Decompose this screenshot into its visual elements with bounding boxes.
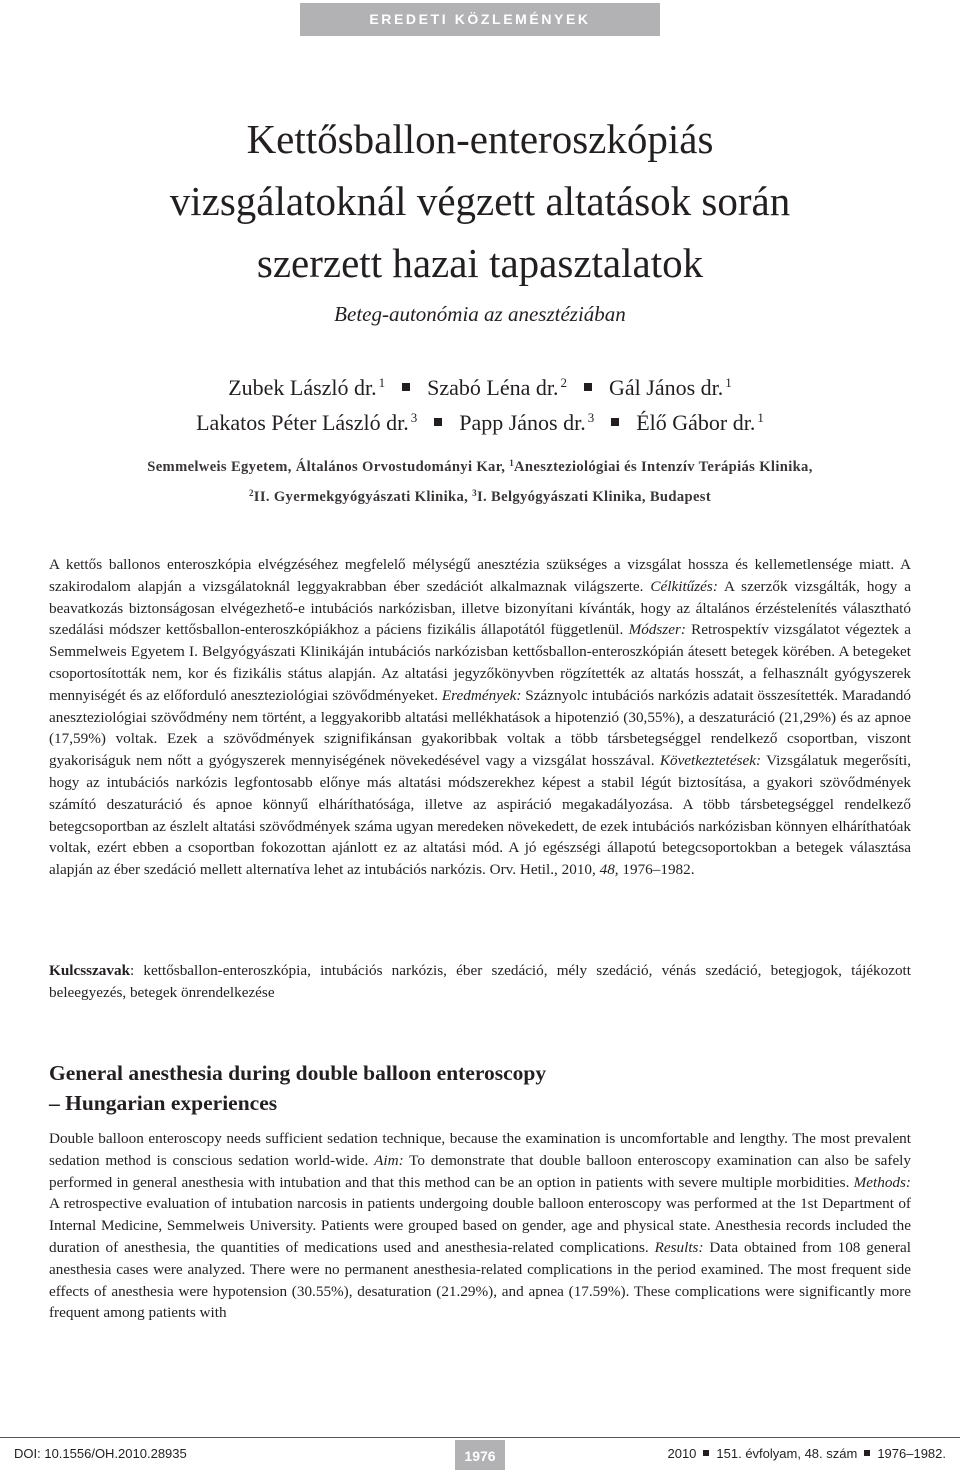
- section-label: EREDETI KÖZLEMÉNYEK: [300, 3, 660, 36]
- abstract-text: A szerzők vizsgálták, hogy a beavatkozás biztonságosan elvégezhető-e intubációs narkózisban, illetve bizonyítani kívánták, hogy az általános érzéstelenítés választható szedálási módszer kettősballon-enteroszkópiákhoz a páciens fizikális állapotától függetlenül.: [49, 577, 912, 639]
- author-affil: 1: [757, 410, 764, 425]
- affiliation-text: I. Belgyógyászati Klinika, Budapest: [477, 489, 712, 505]
- english-title-line-2: – Hungarian experiences: [49, 1091, 278, 1115]
- abstract-heading: Aim:: [374, 1151, 404, 1169]
- abstract-text: A kettős ballonos enteroszkópia elvégzéséhez megfelelő mélységű anesztézia szükséges a vizsgálat hossza és kellemetlensége miatt. A szakirodalom alapján a vizsgálatoknál leggyakrabban éber szedációt alkalmaznak világszerte.: [49, 556, 911, 595]
- footer-year: 2010: [667, 1446, 697, 1461]
- affiliation-marker: 1: [509, 458, 515, 468]
- abstract-text: Double balloon enteroscopy needs sufficient sedation technique, because the examination is uncomfortable and lengthy. The most prevalent sedation method is conscious sedation world-wide.: [49, 1130, 911, 1169]
- author-affil: 1: [378, 375, 386, 390]
- author-name: Zubek László dr.: [228, 375, 377, 400]
- abstract-text: Retrospektív vizsgálatot végeztek a Semmelweis Egyetem I. Belgyógyászati Klinikáján intubációs narkózisban kettősballon-enteroszkópián átesett betegek körében. A betegeket csoportosították nem, kor és fizikális státus alapján. Az altatási jegyzőkönyvben rögzítették az altatás hosszát, a felhasznált gyógyszerek mennyiségét és az előforduló aneszteziológiai szövődményeket.: [49, 621, 911, 704]
- abstract-heading: Methods:: [853, 1173, 911, 1191]
- citation-text: Orv. Hetil., 2010,: [489, 861, 600, 879]
- abstract-text: Vizsgálatuk megerősíti, hogy az intubációs narkózis legfontosabb előnye más altatási módszerekhez képest a stabil légút biztosítása, a gyakori szövődmények számító deszaturáció és apnoe könnyű elháríthatósága, illetve az aspiráció megakadályozása. A több társbetegséggel rendelkező betegcsoportban az észlelt altatási szövődmények száma ugyan meredeken növekedett, de ezek intubációs narkózisban könnyen elháríthatóak voltak, ezért ebben a csoportban fokozottan ajánlott ez az altatási mód. A jó egészségi állapotú betegcsoportokban a betegek választása alapján az éber szedáció mellett alternatíva lehet az intubációs narkózis.: [49, 752, 911, 879]
- citation-pages: 1976–1982.: [618, 861, 695, 879]
- author-affil: 2: [560, 375, 568, 390]
- separator-square-icon: [611, 418, 619, 426]
- author-name: Papp János dr.: [459, 410, 586, 435]
- abstract-text: Data obtained from 108 general anesthesia cases were analyzed. There were no permanent anesthesia-related complications in the period examined. The most frequent side effects of anesthesia were hypotension (30.55%), desaturation (21.29%), and apnea (17.59%). These complications were significantly more frequent among patients with: [49, 1238, 911, 1322]
- author-name: Gál János dr.: [609, 375, 724, 400]
- article-subtitle: Beteg-autonómia az anesztéziában: [334, 302, 626, 326]
- abstract-hungarian: [49, 554, 911, 881]
- author-affil: 3: [587, 410, 595, 425]
- footer-volume: 151. évfolyam, 48. szám: [716, 1446, 858, 1461]
- affiliation-marker: 2: [248, 488, 254, 498]
- affiliation-text: II. Gyermekgyógyászati Klinika,: [253, 489, 473, 505]
- separator-square-icon: [864, 1450, 870, 1456]
- author-row-1: [40, 368, 920, 403]
- title-line-2: vizsgálatoknál végzett altatások során: [169, 178, 791, 224]
- keywords-label: Kulcsszavak: [49, 962, 131, 979]
- abstract-text: To demonstrate that double balloon enteroscopy examination can also be safely performed in general anesthesia with intubation and that this method can be an option in patients with severe multiple morbidities.: [49, 1151, 911, 1191]
- affiliation-line-2: [40, 480, 920, 510]
- english-title-line-1: General anesthesia during double balloon enteroscopy: [49, 1061, 547, 1085]
- author-list: [40, 368, 920, 438]
- footer-divider: [0, 1437, 960, 1438]
- separator-square-icon: [434, 418, 442, 426]
- footer-journal-info: [667, 1446, 946, 1461]
- footer-doi: DOI: 10.1556/OH.2010.28935: [14, 1446, 187, 1461]
- affiliation-line-1: [40, 450, 920, 480]
- title-line-3: szerzett hazai tapasztalatok: [256, 240, 704, 286]
- author-name: Lakatos Péter László dr.: [196, 410, 409, 435]
- abstract-english: [49, 1128, 911, 1324]
- page-number: 1976: [455, 1440, 505, 1470]
- abstract-text: A retrospective evaluation of intubation narcosis in patients undergoing double balloon enteroscopy was performed at the 1st Department of Internal Medicine, Semmelweis University. Patients were grouped based on gender, age and physical state. Anesthesia records included the duration of anesthesia, the quantities of medications used and anesthesia-related complications.: [49, 1195, 911, 1256]
- author-name: Élő Gábor dr.: [636, 410, 756, 435]
- separator-square-icon: [584, 383, 592, 391]
- abstract-heading: Következtetések:: [659, 752, 762, 770]
- abstract-heading: Módszer:: [628, 621, 686, 639]
- abstract-heading: Eredmények:: [441, 686, 522, 704]
- keywords-text: : kettősballon-enteroszkópia, intubációs narkózis, éber szedáció, mély szedáció, vénás szedáció, betegjogok, tájékozott beleegyezés, betegek önrendelkezése: [49, 962, 911, 1001]
- keywords: [49, 960, 911, 1004]
- footer-pages: 1976–1982.: [877, 1446, 946, 1461]
- separator-square-icon: [402, 383, 410, 391]
- author-affil: 1: [725, 375, 732, 390]
- separator-square-icon: [703, 1450, 709, 1456]
- affiliation-text: Semmelweis Egyetem, Általános Orvostudományi Kar,: [147, 459, 510, 475]
- abstract-text: Száznyolc intubációs narkózis adatait összesítették. Maradandó aneszteziológiai szövődmény nem történt, a leggyakoribb altatási mellékhatások a hipotenzió (30,55%), a deszaturáció (21,29%) és az apnoe (17,59%) voltak. Ezek a szövődmények szignifikánsan gyakoribbak voltak a több társbetegséggel rendelkező csoportban, viszont gyakoriságuk nem nőtt a gyógyszerek mennyiségének növekedésével vagy a vizsgálat hosszával.: [49, 686, 911, 770]
- english-title: [49, 1058, 911, 1118]
- abstract-heading: Results:: [654, 1238, 704, 1256]
- affiliations: [40, 450, 920, 510]
- author-row-2: [40, 403, 920, 438]
- affiliation-marker: 3: [472, 488, 478, 498]
- affiliation-text: Aneszteziológiai és Intenzív Terápiás Klinika,: [514, 459, 813, 475]
- author-name: Szabó Léna dr.: [427, 375, 559, 400]
- title-line-1: Kettősballon-enteroszkópiás: [246, 116, 714, 162]
- abstract-heading: Célkitűzés:: [650, 577, 718, 595]
- author-affil: 3: [410, 410, 418, 425]
- citation-volume: 48,: [599, 861, 619, 879]
- article-title: [40, 108, 920, 294]
